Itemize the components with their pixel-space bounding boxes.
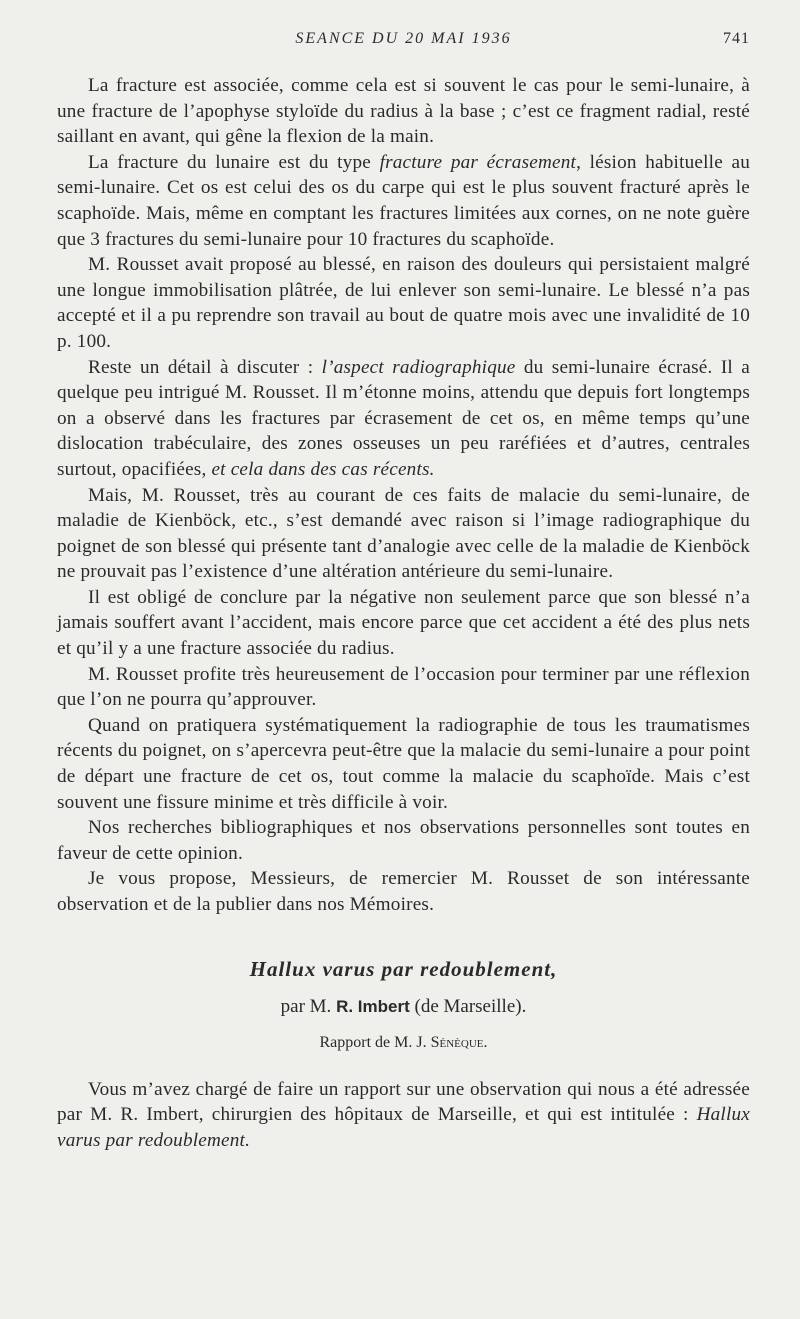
report-body [57,73,750,918]
paragraph: Mais, M. Rousset, très au courant de ces faits de malacie du semi-lunaire, de maladie de Kienböck, etc., s’est demandé avec raison si l’image radiographique du poignet de son blessé qui présente tant d’analogie avec celle de la maladie de Kienböck ne prouvait pas l’existence d’une altération antérieure du semi-lunaire. [57,484,750,583]
article-title: Hallux varus par redoublement, [249,956,558,981]
article-body [57,1077,750,1154]
emphasis: et cela dans des cas récents. [211,458,435,480]
running-title: SEANCE DU 20 MAI 1936 [295,30,512,47]
emphasis: fracture par écrasement [379,151,577,173]
page-header [57,30,750,56]
paragraph: Quand on pratiquera systématiquement la radiographie de tous les traumatismes récents du poignet, on s’apercevra peut-être que la malacie du semi-lunaire a pour point de départ une fracture de cet os, tout comme la malacie du scaphoïde. Mais c’est souvent une fissure minime et très difficile à voir. [57,714,750,813]
paragraph: La fracture est associée, comme cela est si souvent le cas pour le semi-lunaire, à une fracture de l’apophyse styloïde du radius à la base ; c’est ce fragment radial, resté saillant en avant, qui gêne la flexion de la main. [57,75,750,148]
paragraph: Nos recherches bibliographiques et nos observations personnelles sont toutes en faveur de cette opinion. [57,817,750,864]
emphasis: Hallux varus par redoublement. [57,1104,750,1151]
paragraph: Reste un détail à discuter : l’aspect radiographique du semi-lunaire écrasé. Il a quelque peu intrigué M. Rousset. Il m’étonne moins, attendu que depuis fort longtemps on a observé dans les fractures par écrasement de cet os, en même temps qu’une dislocation trabéculaire, des zones osseuses un peu raréfiées et d’autres, centrales surtout, opacifiées, et cela dans des cas récents. [57,356,751,480]
article-heading [57,955,750,1054]
paragraph: La fracture du lunaire est du type fracture par écrasement, lésion habituelle au semi-lunaire. Cet os est celui des os du carpe qui est le plus souvent fracturé après le scaphoïde. Mais, même en comptant les fractures limitées aux cornes, on ne note guère que 3 fractures du semi-lunaire pour 10 fractures du scaphoïde. [57,151,751,250]
emphasis: l’aspect radiographique [321,356,516,378]
page-number: 741 [723,30,750,47]
article-rapporteur: Rapport de M. J. Sénèque. [319,1033,488,1051]
paragraph: M. Rousset profite très heureusement de l’occasion pour terminer par une réflexion que l’on ne pourra qu’approuver. [57,663,750,711]
author-name: R. Imbert [336,996,410,1016]
article-author: par M. R. Imbert (de Marseille). [280,995,527,1017]
rapporteur-name: Sénèque. [430,1033,488,1051]
paragraph: Il est obligé de conclure par la négative non seulement parce que son blessé n’a jamais souffert avant l’accident, mais encore parce que cet accident a été des plus nets et qu’il y a une fracture associée du radius. [57,586,750,660]
paragraph: Vous m’avez chargé de faire un rapport sur une observation qui nous a été adressée par M. R. Imbert, chirurgien des hôpitaux de Marseille, et qui est intitulée : Hallux varus par redoublement. [57,1078,750,1151]
paragraph: Je vous propose, Messieurs, de remercier M. Rousset de son intéressante observation et de la publier dans nos Mémoires. [57,868,750,915]
paragraph: M. Rousset avait proposé au blessé, en raison des douleurs qui persistaient malgré une longue immobilisation plâtrée, de lui enlever son semi-lunaire. Le blessé n’a pas accepté et il a pu reprendre son travail au bout de quatre mois avec une invalidité de 10 p. 100. [57,254,750,352]
